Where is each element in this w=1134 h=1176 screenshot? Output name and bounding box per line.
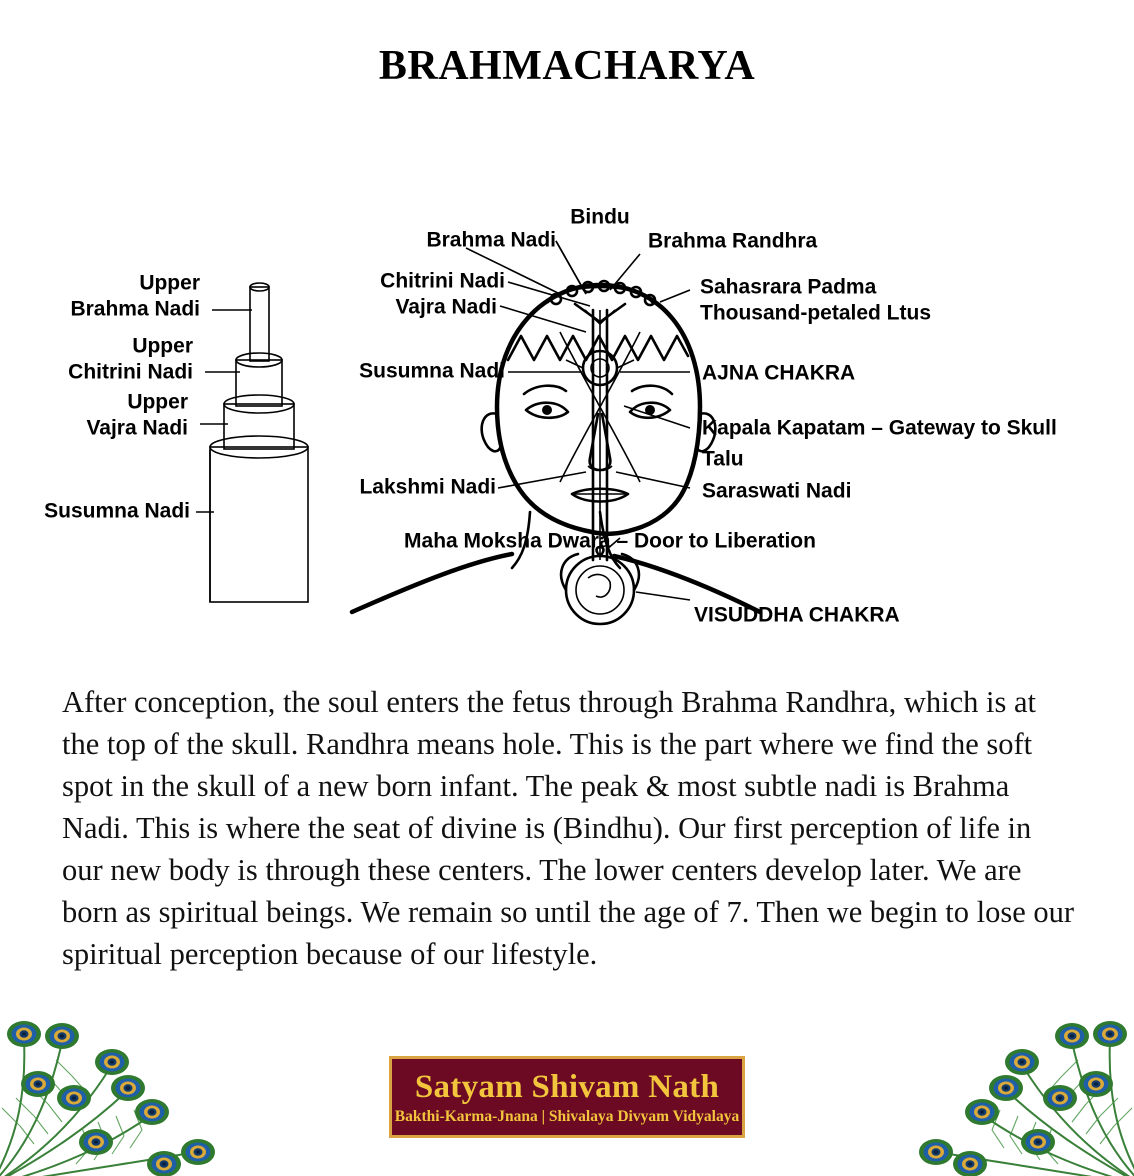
label-brahma-randhra: Brahma Randhra: [648, 229, 818, 253]
label-upper-vajra-nadi-line2: Vajra Nadi: [86, 416, 188, 440]
peacock-feathers-right-decoration: [874, 976, 1134, 1176]
peacock-feathers-left-decoration: [0, 976, 260, 1176]
page-title: BRAHMACHARYA: [378, 43, 756, 89]
label-maha-moksha-dwara: Maha Moksha Dwara – Door to Liberation: [404, 529, 816, 553]
footer-plaque: [389, 1056, 745, 1138]
label-upper-chitrini-nadi-line2: Chitrini Nadi: [68, 360, 193, 384]
label-vajra-nadi: Vajra Nadi: [395, 295, 497, 319]
label-ajna-chakra: AJNA CHAKRA: [702, 361, 856, 385]
nadi-diagram: [0, 182, 1134, 632]
brand-name: Satyam Shivam Nath: [414, 1068, 720, 1105]
label-upper-vajra-nadi-line1: Upper: [127, 390, 188, 414]
label-upper-brahma-nadi-line2: Brahma Nadi: [70, 297, 200, 321]
label-upper-chitrini-nadi-line1: Upper: [132, 334, 193, 358]
label-sahasrara-padma: Sahasrara Padma: [700, 275, 877, 299]
label-visuddha-chakra: VISUDDHA CHAKRA: [694, 603, 900, 627]
brand-tagline: Bakthi-Karma-Jnana | Shivalaya Divyam Vidyalaya: [394, 1107, 740, 1125]
body-paragraph: After conception, the soul enters the fetus through Brahma Randhra, which is at the top of the skull. Randhra means hole. This is the part where we find the soft spot in the skull of a new born infant. The peak & most subtle nadi is Brahma Nadi. This is where the seat of divine is (Bindhu). Our first perception of life in our new body is through these centers. The lower centers develop later. We are born as spiritual beings. We remain so until the age of 7. Then we begin to lose our spiritual perception because of our lifestyle.: [62, 684, 1075, 971]
label-thousand-petaled-lotus: Thousand-petaled Ltus: [700, 301, 931, 325]
label-bindu: Bindu: [570, 205, 630, 229]
cylinder-schematic: [196, 283, 308, 602]
label-brahma-nadi: Brahma Nadi: [426, 228, 556, 252]
label-susumna-nadi-left: Susumna Nadi: [44, 499, 190, 523]
label-susumna-nadi: Susumna Nadi: [359, 359, 505, 383]
label-talu: Talu: [702, 447, 744, 471]
label-upper-brahma-nadi-line1: Upper: [139, 271, 200, 295]
label-kapala-kapatam: Kapala Kapatam – Gateway to Skull: [702, 416, 1057, 440]
label-chitrini-nadi: Chitrini Nadi: [380, 269, 505, 293]
label-saraswati-nadi: Saraswati Nadi: [702, 479, 852, 503]
label-lakshmi-nadi: Lakshmi Nadi: [359, 475, 496, 499]
